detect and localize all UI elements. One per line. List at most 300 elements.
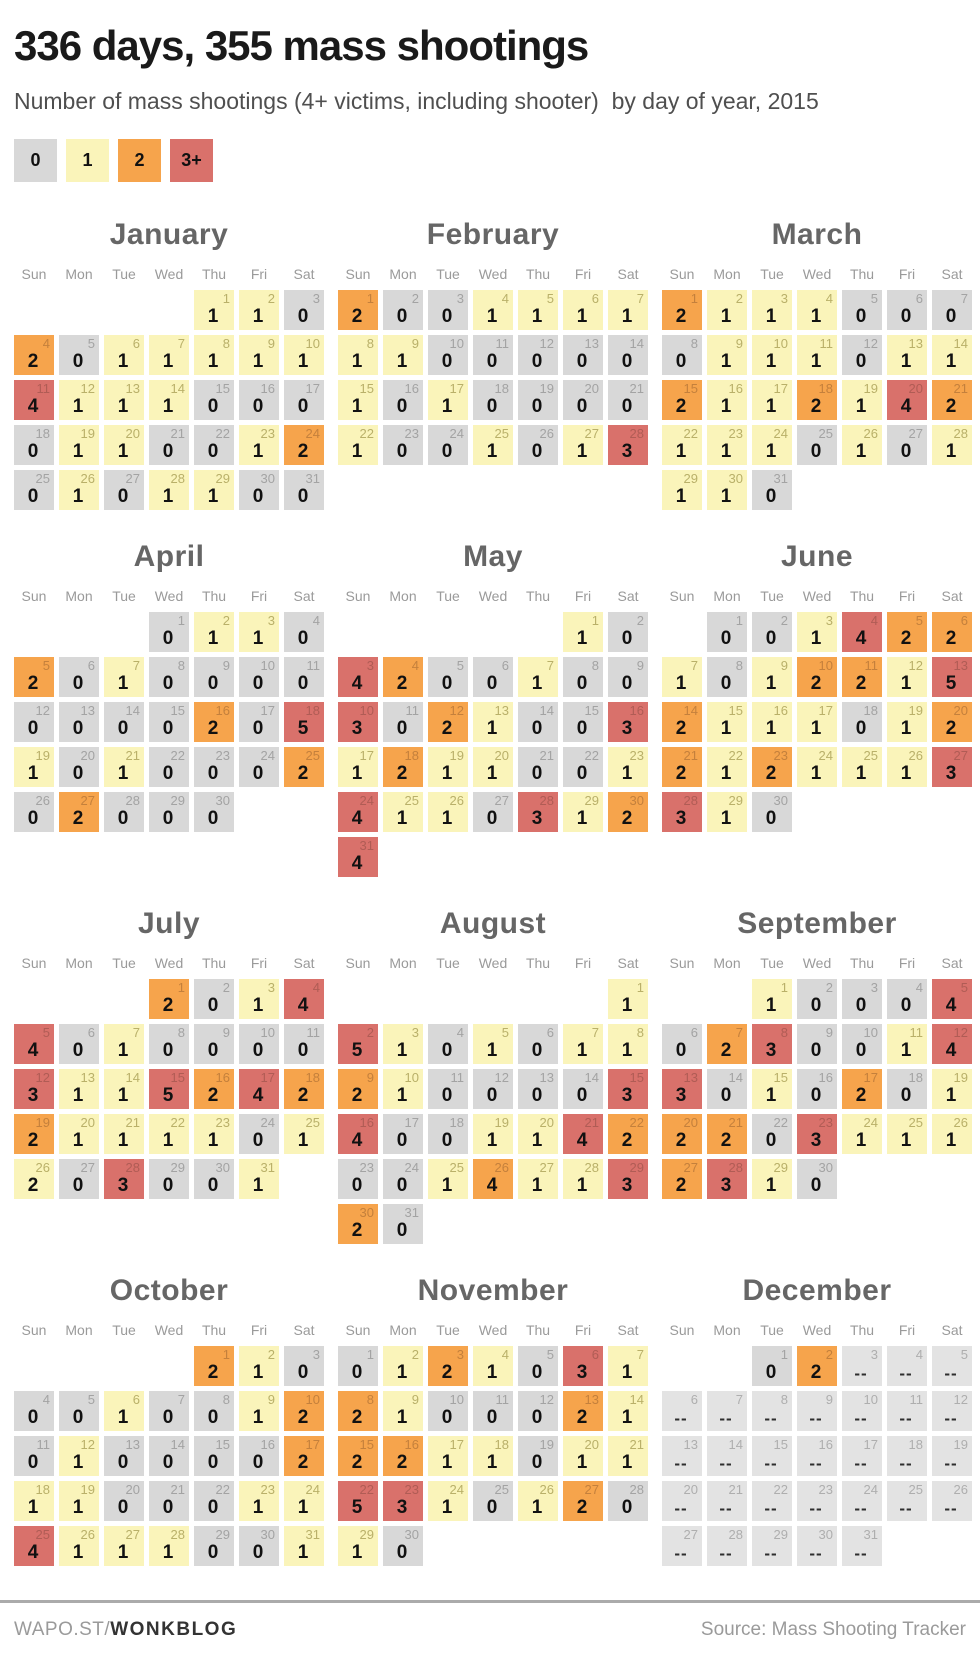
weekday-label: Fri: [574, 588, 592, 604]
day-value: 0: [621, 351, 633, 372]
day-value: 2: [27, 1175, 39, 1196]
weekday-label: Fri: [898, 955, 916, 971]
day-cell: [608, 290, 648, 330]
day-value: 1: [72, 1542, 84, 1563]
day-value: --: [944, 1364, 958, 1383]
weekday-label: Fri: [898, 266, 916, 282]
day-value: --: [899, 1454, 913, 1473]
day-number: 2: [411, 291, 419, 306]
weekday-label: Tue: [436, 266, 460, 282]
day-number: 24: [260, 1115, 275, 1130]
day-value: 1: [576, 441, 588, 462]
day-number: 23: [404, 426, 419, 441]
weekday-label: Fri: [574, 955, 592, 971]
day-cell: [428, 1346, 468, 1386]
day-grid: [14, 290, 324, 510]
day-number: 10: [305, 1392, 320, 1407]
day-value: 0: [765, 1130, 777, 1151]
day-cell: [14, 1391, 54, 1431]
day-value: --: [764, 1409, 778, 1428]
day-number: 15: [728, 703, 743, 718]
day-number: 18: [494, 381, 509, 396]
day-number: 4: [825, 291, 833, 306]
day-value: 0: [72, 763, 84, 784]
day-value: 2: [675, 763, 687, 784]
day-value: 0: [621, 673, 633, 694]
day-cell: [338, 425, 378, 465]
day-number: 7: [177, 336, 185, 351]
day-number: 2: [411, 1347, 419, 1362]
day-value: 0: [531, 1362, 543, 1383]
day-cell: [842, 425, 882, 465]
day-number: 12: [863, 336, 878, 351]
day-number: 28: [629, 1482, 644, 1497]
day-cell: [14, 380, 54, 420]
day-cell: [752, 470, 792, 510]
day-cell: [473, 1024, 513, 1064]
day-value: 0: [576, 1085, 588, 1106]
day-cell: [518, 290, 558, 330]
day-value: 1: [576, 808, 588, 829]
day-value: 1: [162, 1542, 174, 1563]
day-cell: [563, 380, 603, 420]
day-value: 0: [441, 1040, 453, 1061]
day-number: 10: [863, 1025, 878, 1040]
day-value: 1: [207, 486, 219, 507]
day-number: 3: [456, 1347, 464, 1362]
day-value: 1: [351, 396, 363, 417]
day-number: 14: [125, 1070, 140, 1085]
day-cell: [608, 1159, 648, 1199]
day-cell: [338, 792, 378, 832]
day-cell: [932, 1391, 972, 1431]
day-grid: [338, 290, 648, 465]
day-value: 1: [531, 1497, 543, 1518]
weekday-label: Mon: [65, 955, 93, 971]
day-value: 0: [576, 673, 588, 694]
day-value: 0: [27, 486, 39, 507]
day-value: 1: [207, 351, 219, 372]
day-value: 0: [27, 441, 39, 462]
day-cell: [428, 747, 468, 787]
day-cell: [239, 1391, 279, 1431]
day-value: 3: [765, 1040, 777, 1061]
day-number: 20: [683, 1482, 698, 1497]
day-number: 22: [773, 1115, 788, 1130]
day-number: 23: [260, 1482, 275, 1497]
day-cell: [239, 612, 279, 652]
day-cell: [59, 657, 99, 697]
day-value: 1: [621, 995, 633, 1016]
day-value: 0: [576, 396, 588, 417]
empty-cell: [14, 1346, 54, 1386]
day-value: 2: [855, 1085, 867, 1106]
day-value: 2: [765, 763, 777, 784]
month-july: [14, 907, 324, 1244]
day-value: 1: [207, 628, 219, 649]
day-value: 1: [297, 1130, 309, 1151]
day-number: 15: [629, 1070, 644, 1085]
day-cell: [518, 425, 558, 465]
day-cell: [239, 1481, 279, 1521]
day-cell: [104, 1069, 144, 1109]
day-number: 14: [629, 1392, 644, 1407]
day-cell: [707, 657, 747, 697]
day-cell: [563, 1024, 603, 1064]
weekday-label: Wed: [478, 266, 508, 282]
day-number: 16: [404, 381, 419, 396]
day-value: 0: [297, 396, 309, 417]
day-value: 0: [576, 763, 588, 784]
weekday-header: [14, 955, 324, 971]
day-cell: [104, 1159, 144, 1199]
day-number: 28: [728, 1160, 743, 1175]
day-cell: [842, 1481, 882, 1521]
empty-cell: [473, 979, 513, 1019]
day-number: 7: [690, 658, 698, 673]
day-cell: [473, 1436, 513, 1476]
day-value: 1: [72, 1452, 84, 1473]
month-title: February: [426, 218, 560, 251]
day-cell: [194, 1159, 234, 1199]
day-cell: [608, 1346, 648, 1386]
day-cell: [239, 979, 279, 1019]
day-number: 5: [42, 658, 50, 673]
day-number: 21: [728, 1482, 743, 1497]
day-number: 4: [870, 613, 878, 628]
day-number: 2: [735, 291, 743, 306]
day-value: 2: [297, 441, 309, 462]
day-cell: [338, 702, 378, 742]
legend-swatch-0: 0: [14, 139, 57, 182]
day-value: 0: [855, 306, 867, 327]
day-cell: [239, 657, 279, 697]
day-number: 31: [404, 1205, 419, 1220]
day-value: 1: [621, 1040, 633, 1061]
day-value: 0: [810, 1040, 822, 1061]
day-value: 1: [765, 351, 777, 372]
day-value: 1: [117, 351, 129, 372]
day-cell: [662, 792, 702, 832]
day-number: 11: [306, 1025, 320, 1040]
weekday-label: Wed: [478, 1322, 508, 1338]
day-cell: [338, 380, 378, 420]
day-cell: [14, 657, 54, 697]
weekday-label: Wed: [154, 266, 184, 282]
day-number: 27: [125, 1527, 140, 1542]
day-value: 0: [441, 441, 453, 462]
day-value: 1: [810, 628, 822, 649]
day-cell: [662, 1526, 702, 1566]
day-number: 9: [267, 336, 275, 351]
day-number: 28: [683, 793, 698, 808]
day-value: 3: [675, 1085, 687, 1106]
day-value: 1: [117, 673, 129, 694]
day-number: 30: [260, 471, 275, 486]
day-cell: [383, 1391, 423, 1431]
day-number: 15: [683, 381, 698, 396]
day-value: 0: [27, 1452, 39, 1473]
day-cell: [473, 1391, 513, 1431]
empty-cell: [662, 979, 702, 1019]
day-number: 22: [773, 1482, 788, 1497]
day-number: 1: [780, 1347, 788, 1362]
day-value: 2: [72, 808, 84, 829]
day-number: 11: [495, 1392, 509, 1407]
day-cell: [887, 1024, 927, 1064]
day-number: 6: [960, 613, 968, 628]
day-number: 23: [260, 426, 275, 441]
month-title: May: [463, 540, 523, 573]
day-cell: [707, 1481, 747, 1521]
day-value: 0: [162, 628, 174, 649]
day-number: 17: [773, 381, 788, 396]
day-value: 4: [855, 628, 867, 649]
day-cell: [383, 792, 423, 832]
day-number: 6: [591, 291, 599, 306]
day-value: 0: [900, 995, 912, 1016]
day-number: 13: [125, 1437, 140, 1452]
day-cell: [473, 657, 513, 697]
day-cell: [797, 1114, 837, 1154]
day-cell: [14, 425, 54, 465]
day-number: 23: [629, 748, 644, 763]
day-number: 13: [125, 381, 140, 396]
day-cell: [707, 425, 747, 465]
weekday-header: [14, 588, 324, 604]
day-value: 0: [720, 673, 732, 694]
day-value: 1: [72, 441, 84, 462]
day-cell: [59, 1481, 99, 1521]
day-number: 7: [177, 1392, 185, 1407]
day-cell: [797, 657, 837, 697]
day-cell: [752, 1526, 792, 1566]
day-number: 8: [177, 658, 185, 673]
day-value: 1: [297, 1497, 309, 1518]
empty-cell: [149, 1346, 189, 1386]
day-number: 17: [449, 381, 464, 396]
day-cell: [608, 1024, 648, 1064]
day-value: 2: [396, 1452, 408, 1473]
day-cell: [59, 1159, 99, 1199]
day-cell: [662, 425, 702, 465]
empty-cell: [59, 979, 99, 1019]
day-number: 24: [404, 1160, 419, 1175]
empty-cell: [104, 612, 144, 652]
day-cell: [104, 335, 144, 375]
day-value: --: [809, 1499, 823, 1518]
day-number: 26: [539, 1482, 554, 1497]
day-cell: [518, 1346, 558, 1386]
day-number: 4: [42, 1392, 50, 1407]
day-cell: [14, 335, 54, 375]
day-number: 24: [359, 793, 374, 808]
day-cell: [194, 1526, 234, 1566]
day-value: 1: [900, 351, 912, 372]
day-number: 28: [170, 471, 185, 486]
day-value: 0: [486, 351, 498, 372]
day-cell: [563, 335, 603, 375]
weekday-label: Thu: [525, 266, 551, 282]
day-value: --: [899, 1499, 913, 1518]
weekday-label: Sun: [345, 266, 371, 282]
day-number: 18: [449, 1115, 464, 1130]
day-cell: [149, 657, 189, 697]
day-number: 1: [780, 980, 788, 995]
empty-cell: [383, 612, 423, 652]
weekday-label: Tue: [112, 588, 136, 604]
day-value: 3: [621, 1085, 633, 1106]
day-number: 29: [584, 793, 599, 808]
day-cell: [932, 290, 972, 330]
day-number: 27: [683, 1527, 698, 1542]
empty-cell: [428, 612, 468, 652]
day-number: 12: [539, 1392, 554, 1407]
day-cell: [59, 425, 99, 465]
day-cell: [752, 1391, 792, 1431]
day-number: 21: [125, 748, 140, 763]
day-number: 17: [404, 1115, 419, 1130]
day-cell: [104, 792, 144, 832]
day-number: 20: [908, 381, 923, 396]
day-value: 1: [27, 1497, 39, 1518]
day-value: 1: [720, 306, 732, 327]
day-number: 6: [546, 1025, 554, 1040]
day-cell: [149, 425, 189, 465]
day-number: 6: [690, 1025, 698, 1040]
day-cell: [518, 1391, 558, 1431]
day-number: 5: [42, 1025, 50, 1040]
day-number: 13: [539, 1070, 554, 1085]
weekday-label: Thu: [849, 588, 875, 604]
day-cell: [608, 747, 648, 787]
day-cell: [473, 1069, 513, 1109]
day-cell: [608, 335, 648, 375]
day-number: 19: [449, 748, 464, 763]
day-cell: [14, 702, 54, 742]
day-cell: [194, 1024, 234, 1064]
day-value: 0: [396, 1542, 408, 1563]
months-grid: [14, 218, 966, 1566]
day-value: 2: [675, 1175, 687, 1196]
day-value: 2: [441, 1362, 453, 1383]
day-number: 10: [305, 336, 320, 351]
day-cell: [887, 1346, 927, 1386]
day-number: 15: [359, 381, 374, 396]
day-cell: [284, 657, 324, 697]
day-cell: [608, 612, 648, 652]
day-number: 3: [456, 291, 464, 306]
day-number: 7: [960, 291, 968, 306]
day-cell: [14, 1024, 54, 1064]
day-cell: [104, 702, 144, 742]
day-cell: [14, 470, 54, 510]
day-value: 2: [900, 628, 912, 649]
day-cell: [428, 290, 468, 330]
day-cell: [608, 702, 648, 742]
day-cell: [284, 747, 324, 787]
day-number: 26: [953, 1482, 968, 1497]
day-number: 23: [359, 1160, 374, 1175]
day-cell: [149, 979, 189, 1019]
day-cell: [563, 792, 603, 832]
day-cell: [797, 335, 837, 375]
day-number: 9: [411, 336, 419, 351]
day-cell: [59, 1436, 99, 1476]
weekday-label: Sat: [293, 266, 315, 282]
day-number: 7: [636, 1347, 644, 1362]
day-cell: [428, 1436, 468, 1476]
weekday-label: Sun: [21, 588, 47, 604]
day-cell: [932, 979, 972, 1019]
day-value: 0: [531, 1085, 543, 1106]
day-number: 28: [584, 1160, 599, 1175]
day-value: 2: [675, 396, 687, 417]
day-value: 5: [351, 1497, 363, 1518]
day-cell: [887, 335, 927, 375]
day-number: 27: [80, 793, 95, 808]
day-cell: [383, 290, 423, 330]
weekday-label: Wed: [154, 588, 184, 604]
day-number: 11: [864, 658, 878, 673]
day-value: 1: [486, 1362, 498, 1383]
day-cell: [932, 612, 972, 652]
day-number: 20: [539, 1115, 554, 1130]
day-cell: [752, 335, 792, 375]
weekday-header: [338, 588, 648, 604]
weekday-label: Thu: [849, 266, 875, 282]
day-number: 16: [404, 1437, 419, 1452]
day-cell: [932, 1024, 972, 1064]
day-value: 1: [945, 1085, 957, 1106]
day-cell: [887, 612, 927, 652]
day-cell: [932, 1346, 972, 1386]
day-cell: [239, 702, 279, 742]
day-value: 0: [162, 718, 174, 739]
day-number: 2: [222, 613, 230, 628]
day-value: 0: [162, 763, 174, 784]
day-value: 2: [810, 396, 822, 417]
day-number: 5: [87, 336, 95, 351]
day-cell: [239, 290, 279, 330]
day-value: 0: [531, 441, 543, 462]
day-cell: [473, 1346, 513, 1386]
empty-cell: [662, 612, 702, 652]
day-cell: [887, 1069, 927, 1109]
day-cell: [428, 702, 468, 742]
day-number: 2: [267, 291, 275, 306]
weekday-label: Mon: [65, 266, 93, 282]
day-value: 2: [297, 1452, 309, 1473]
day-cell: [608, 425, 648, 465]
day-value: 0: [675, 351, 687, 372]
day-value: 3: [531, 808, 543, 829]
day-number: 23: [818, 1482, 833, 1497]
day-cell: [608, 1481, 648, 1521]
day-value: 1: [945, 351, 957, 372]
day-value: 3: [720, 1175, 732, 1196]
day-cell: [59, 1069, 99, 1109]
day-cell: [797, 702, 837, 742]
day-value: 4: [297, 995, 309, 1016]
weekday-label: Sun: [21, 266, 47, 282]
day-number: 29: [629, 1160, 644, 1175]
day-value: 1: [117, 1040, 129, 1061]
day-number: 26: [494, 1160, 509, 1175]
day-number: 29: [215, 1527, 230, 1542]
day-cell: [563, 1114, 603, 1154]
day-cell: [428, 792, 468, 832]
